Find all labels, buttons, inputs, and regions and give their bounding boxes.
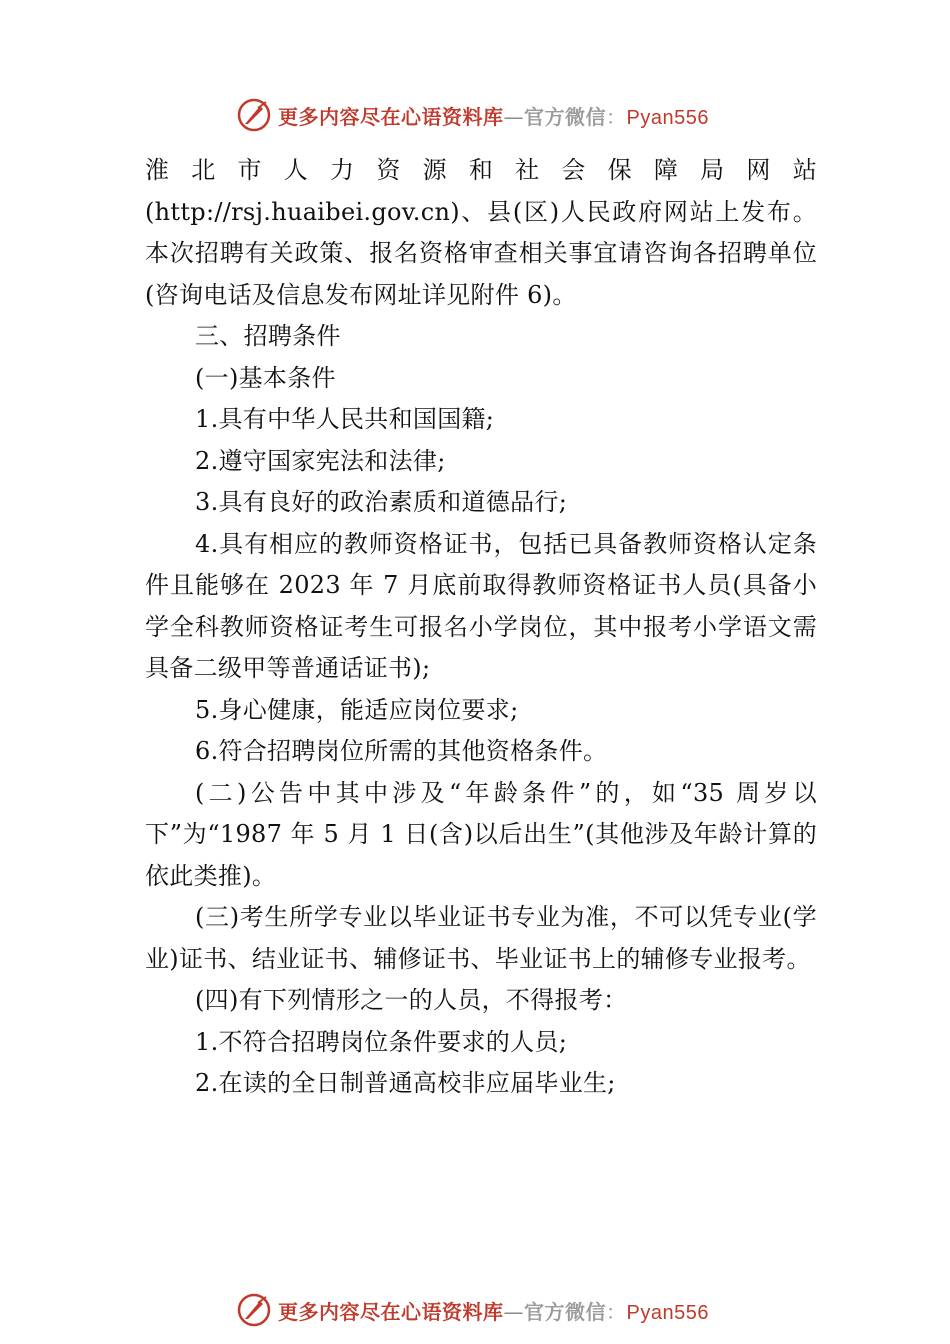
document-body — [145, 150, 817, 1105]
list-item: 1.具有中华人民共和国国籍; — [195, 405, 495, 433]
list-item: 3.具有良好的政治素质和道德品行; — [195, 488, 568, 516]
watermark-colon: ： — [606, 104, 627, 129]
subsection-heading: (一)基本条件 — [195, 363, 336, 392]
list-item: 2.在读的全日制普通高校非应届毕业生; — [195, 1069, 616, 1097]
watermark-brand: 更多内容尽在心语资料库 — [278, 104, 504, 129]
watermark-dash: — — [503, 1299, 524, 1324]
list-item: 5.身心健康，能适应岗位要求; — [195, 695, 519, 724]
watermark-text — [278, 1296, 709, 1325]
watermark-wechat-id: Pyan556 — [626, 1301, 709, 1324]
watermark-dash: — — [503, 104, 524, 129]
list-item: 6.符合招聘岗位所需的其他资格条件。 — [195, 737, 608, 765]
watermark-wechat-label: 官方微信 — [524, 1299, 606, 1324]
section-heading: 三、招聘条件 — [195, 322, 341, 350]
footer-watermark — [236, 1290, 709, 1330]
list-item: 4.具有相应的教师资格证书，包括已具备教师资格认定条件且能够在 2023 年 7 月底前取得教师资格证书人员(具备小学全科教师资格证考生可报名小学岗位，其中报考小学语文需具备二级甲等普通话证书); — [145, 529, 817, 682]
watermark-brand: 更多内容尽在心语资料库 — [278, 1299, 504, 1324]
paragraph-major: (三)考生所学专业以毕业证书专业为准，不可以凭专业(学业)证书、结业证书、辅修证书、毕业证书上的辅修专业报考。 — [145, 903, 817, 973]
watermark-text — [278, 101, 709, 130]
subsection-heading: (四)有下列情形之一的人员，不得报考： — [195, 986, 628, 1014]
list-item: 2.遵守国家宪法和法律; — [195, 446, 446, 475]
list-item: 1.不符合招聘岗位条件要求的人员; — [195, 1027, 568, 1056]
watermark-wechat-label: 官方微信 — [524, 104, 606, 129]
watermark-wechat-id: Pyan556 — [626, 106, 709, 129]
watermark-colon: ： — [606, 1299, 627, 1324]
paragraph-age-condition: (二)公告中其中涉及“年龄条件”的，如“35 周岁以下”为“1987 年 5 月 1 日(含)以后出生”(其他涉及年龄计算的依此类推)。 — [145, 778, 817, 890]
quill-circle-icon — [236, 97, 272, 133]
quill-circle-icon — [236, 1292, 272, 1328]
paragraph-intro: 淮北市人力资源和社会保障局网站(http://rsj.huaibei.gov.cn)、县(区)人民政府网站上发布。本次招聘有关政策、报名资格审查相关事宜请咨询各招聘单位(咨询电话及信息发布网址详见附件 6)。 — [145, 156, 817, 309]
header-watermark — [236, 95, 709, 135]
